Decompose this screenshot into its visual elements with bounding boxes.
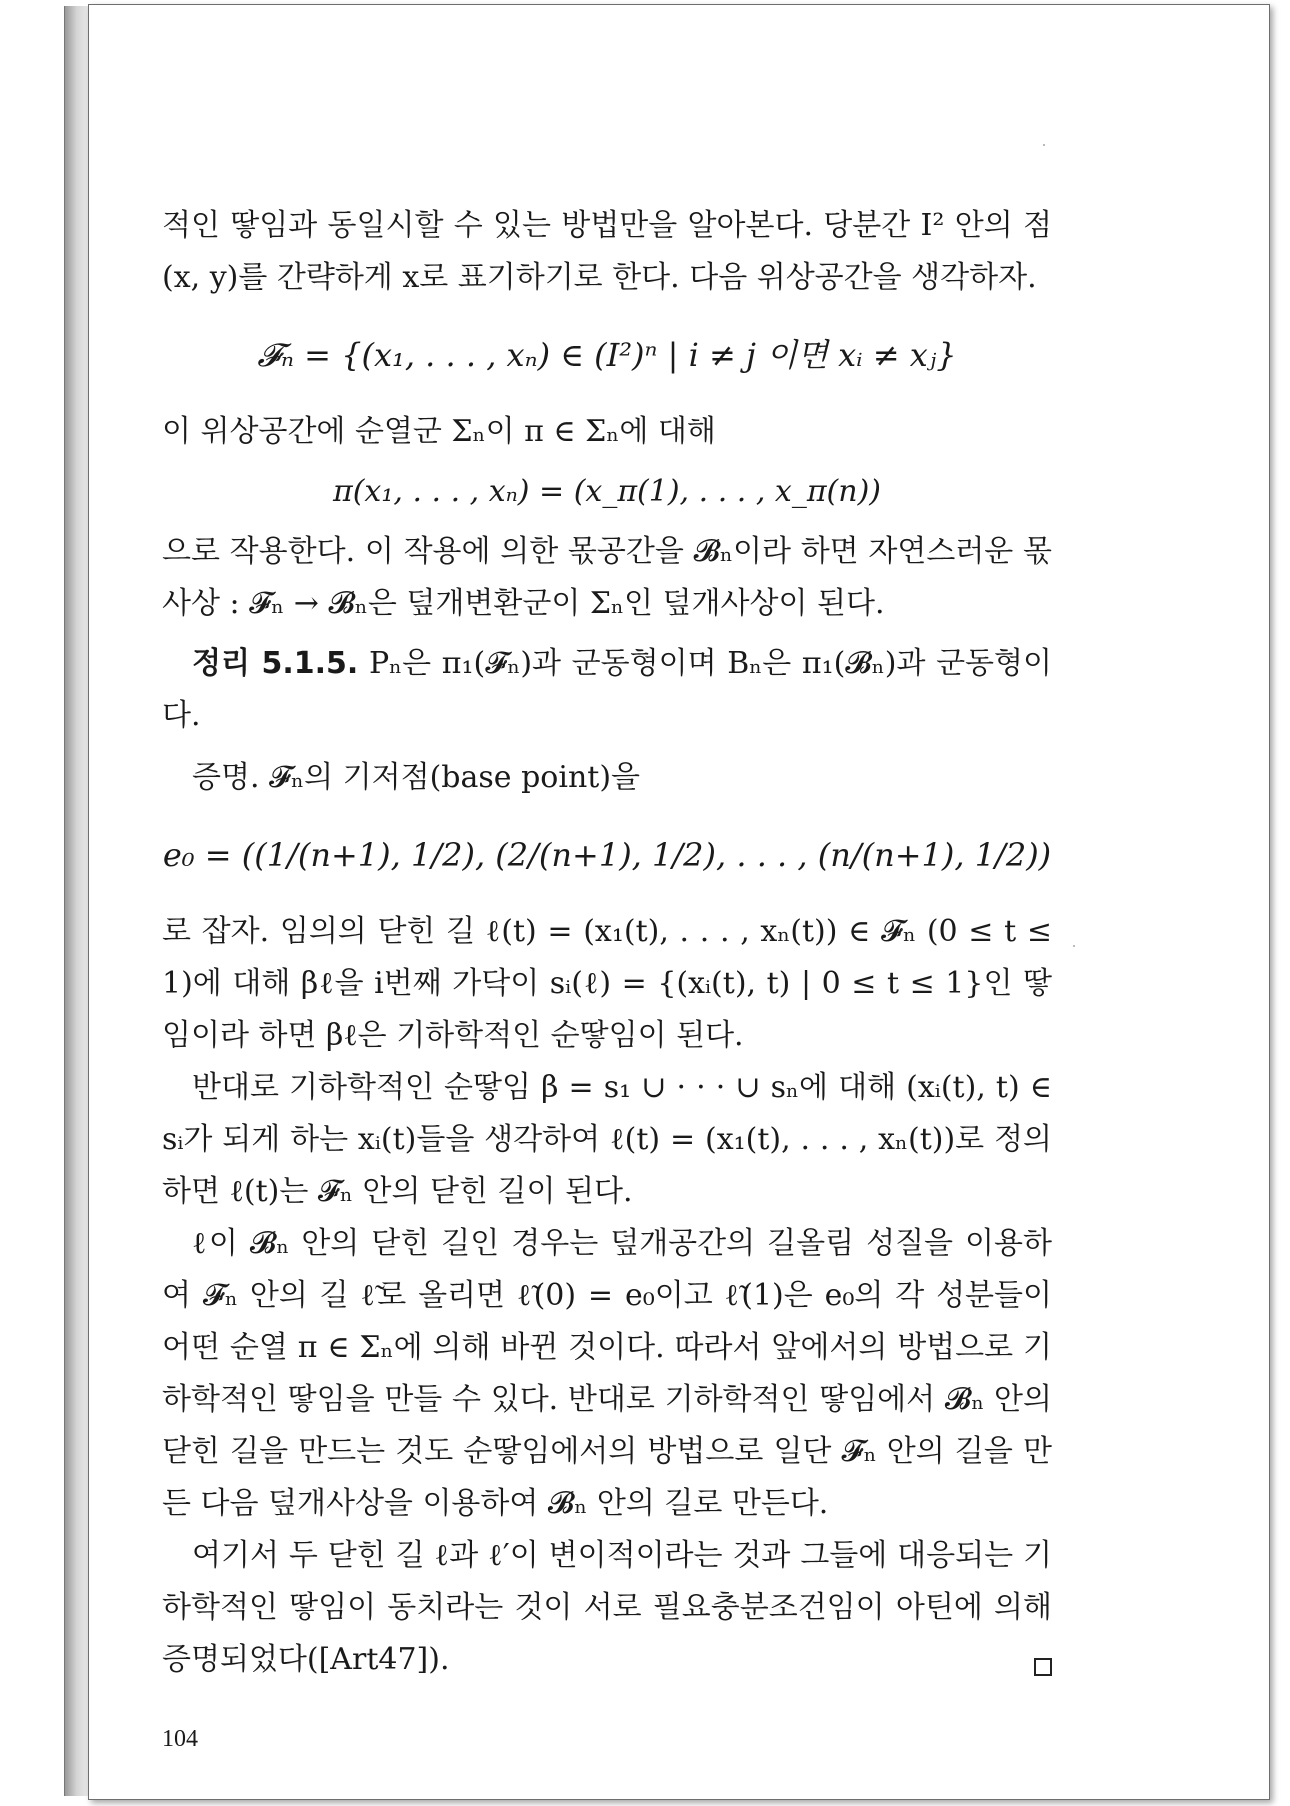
paragraph-closed-path: 로 잡자. 임의의 닫힌 길 ℓ(t) = (x₁(t), . . . , xₙ(t)) ∈ 𝓕ₙ (0 ≤ t ≤ 1)에 대해 βℓ을 i번째 가닥이 sᵢ(ℓ) = {(xᵢ(t), t) | 0 ≤ t ≤ 1}인 땋임이라 하면 βℓ은 기하학적인 순땋임이 된다.: [162, 914, 1052, 1053]
proof-start: 증명. 𝓕ₙ의 기저점(base point)을: [192, 760, 641, 795]
theorem-statement: Pₙ은 π₁(𝓕ₙ)과 군동형이며 Bₙ은 π₁(𝓑ₙ)과 군동형이다.: [162, 646, 1052, 733]
equation-configuration-space: 𝓕ₙ = {(x₁, . . . , xₙ) ∈ (I²)ⁿ | i ≠ j 이면 xᵢ ≠ xⱼ}: [257, 336, 957, 374]
theorem: [162, 638, 1052, 742]
paragraph-intro: 적인 땋임과 동일시할 수 있는 방법만을 알아본다. 당분간 I² 안의 점 (x, y)를 간략하게 x로 표기하기로 한다. 다음 위상공간을 생각하자.: [162, 208, 1052, 295]
page-number: 104: [162, 1726, 198, 1752]
paragraph-artin: 여기서 두 닫힌 길 ℓ과 ℓ′이 변이적이라는 것과 그들에 대응되는 기하학적인 땋임이 동치라는 것이 서로 필요충분조건임이 아틴에 의해 증명되었다([Art47]).: [162, 1538, 1052, 1677]
qed-square-icon: [1034, 1658, 1052, 1676]
paragraph-quotient: 으로 작용한다. 이 작용에 의한 몫공간을 𝓑ₙ이라 하면 자연스러운 몫사상 : 𝓕ₙ → 𝓑ₙ은 덮개변환군이 Σₙ인 덮개사상이 된다.: [162, 534, 1052, 621]
paragraph-permutation-action: 이 위상공간에 순열군 Σₙ이 π ∈ Σₙ에 대해: [162, 414, 716, 449]
page-content: [162, 200, 1052, 1686]
paragraph-converse: 반대로 기하학적인 순땋임 β = s₁ ∪ · · · ∪ sₙ에 대해 (xᵢ(t), t) ∈ sᵢ가 되게 하는 xᵢ(t)들을 생각하여 ℓ(t) = (x₁(t), . . . , xₙ(t))로 정의하면 ℓ(t)는 𝓕ₙ 안의 닫힌 길이 된다.: [162, 1070, 1052, 1209]
speck: [1043, 144, 1045, 146]
equation-base-point: e₀ = ((1/(n+1), 1/2), (2/(n+1), 1/2), . . . , (n/(n+1), 1/2)): [162, 836, 1052, 874]
closing-paragraph: [162, 1530, 1052, 1686]
book-spine: [64, 6, 91, 1796]
theorem-label: 정리 5.1.5.: [192, 646, 359, 681]
equation-permutation: π(x₁, . . . , xₙ) = (x_π(1), . . . , x_π(n)): [333, 474, 881, 509]
speck: [1073, 945, 1075, 947]
paragraph-lifting: ℓ이 𝓑ₙ 안의 닫힌 길인 경우는 덮개공간의 길올림 성질을 이용하여 𝓕ₙ 안의 길 ℓ̃로 올리면 ℓ̃(0) = e₀이고 ℓ̃(1)은 e₀의 각 성분들이 어떤 순열 π ∈ Σₙ에 의해 바뀐 것이다. 따라서 앞에서의 방법으로 기하학적인 땋임을 만들 수 있다. 반대로 기하학적인 땋임에서 𝓑ₙ 안의 닫힌 길을 만드는 것도 순땋임에서의 방법으로 일단 𝓕ₙ 안의 길을 만든 다음 덮개사상을 이용하여 𝓑ₙ 안의 길로 만든다.: [162, 1226, 1052, 1521]
